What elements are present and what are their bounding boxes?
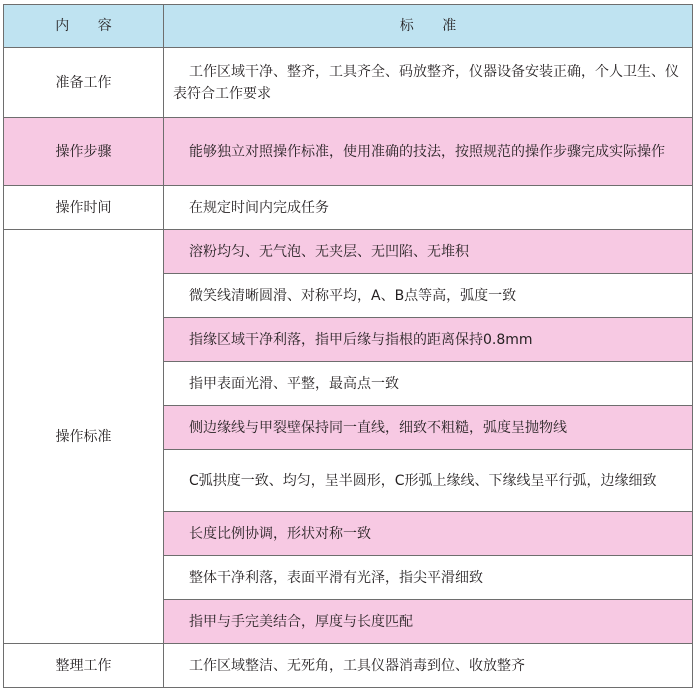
header-standard-cell: 标 准 (164, 5, 693, 48)
standard-cell: 能够独立对照操作标准，使用准确的技法，按照规范的操作步骤完成实际操作 (164, 118, 693, 186)
standard-cell: 溶粉均匀、无气泡、无夹层、无凹陷、无堆积 (164, 230, 693, 274)
standard-cell: 工作区域整洁、无死角，工具仪器消毒到位、收放整齐 (164, 644, 693, 688)
standard-cell: 长度比例协调，形状对称一致 (164, 512, 693, 556)
standard-cell: 指缘区域干净利落，指甲后缘与指根的距离保持0.8mm (164, 318, 693, 362)
table-row (4, 644, 693, 688)
standard-cell: 工作区域干净、整齐，工具齐全、码放整齐，仪器设备安装正确，个人卫生、仪表符合工作要求 (164, 48, 693, 118)
category-cell: 操作步骤 (4, 118, 164, 186)
standard-cell: 指甲表面光滑、平整，最高点一致 (164, 362, 693, 406)
standard-cell: 指甲与手完美结合，厚度与长度匹配 (164, 600, 693, 644)
table-row (4, 186, 693, 230)
standard-cell: 微笑线清晰圆滑、对称平均，A、B点等高，弧度一致 (164, 274, 693, 318)
standards-table (3, 4, 693, 688)
header-content-cell: 内 容 (4, 5, 164, 48)
table-header-row (4, 5, 693, 48)
category-cell: 准备工作 (4, 48, 164, 118)
standard-cell: 整体干净利落，表面平滑有光泽，指尖平滑细致 (164, 556, 693, 600)
standard-cell: 在规定时间内完成任务 (164, 186, 693, 230)
category-cell: 操作时间 (4, 186, 164, 230)
table-row (4, 230, 693, 274)
category-cell: 整理工作 (4, 644, 164, 688)
table-row (4, 48, 693, 118)
standard-cell: C弧拱度一致、均匀，呈半圆形，C形弧上缘线、下缘线呈平行弧，边缘细致 (164, 450, 693, 512)
category-cell: 操作标准 (4, 230, 164, 644)
table-row (4, 118, 693, 186)
standard-cell: 侧边缘线与甲裂壁保持同一直线，细致不粗糙，弧度呈抛物线 (164, 406, 693, 450)
